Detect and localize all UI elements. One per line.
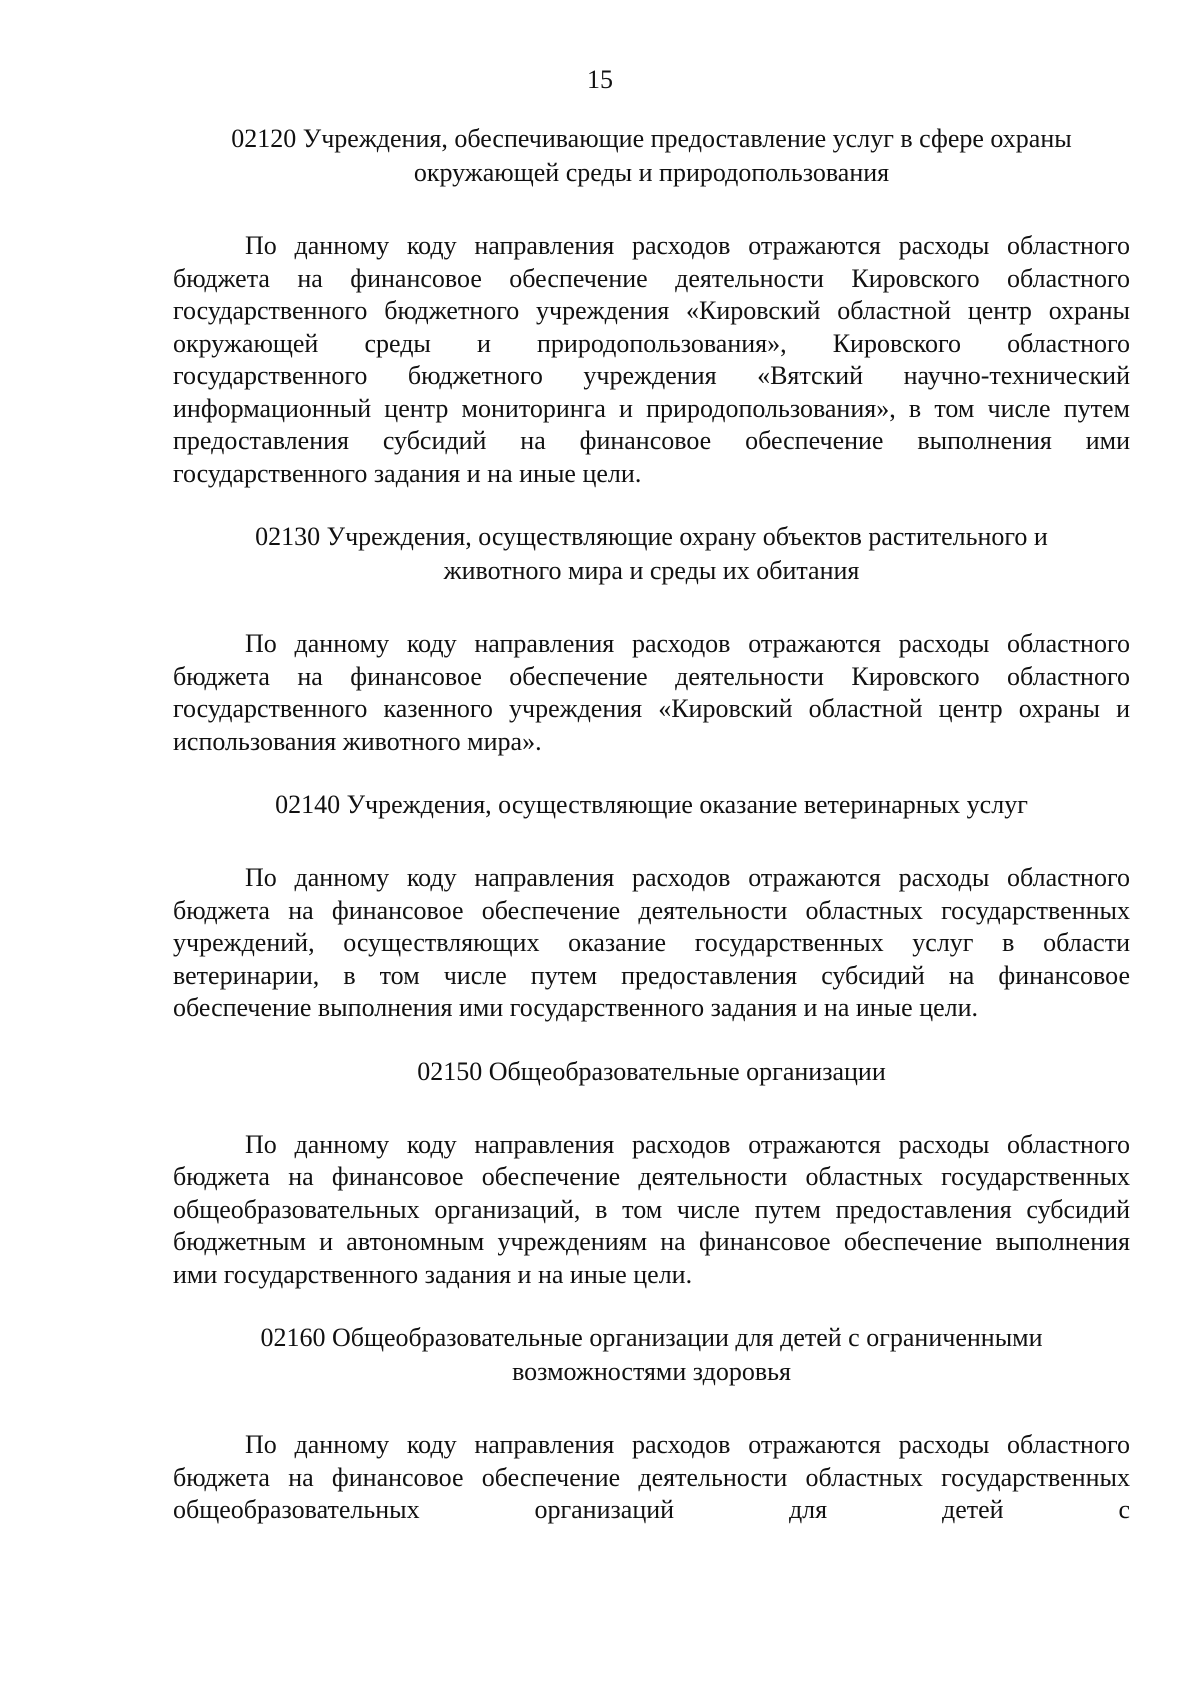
- section-text-02150: По данному коду направления расходов отражаются расходы областного бюджета на финансовое обеспечение деятельности областных государственных общеобразовательных организаций, в том числе путем предоставления субсидий бюджетным и автономным учреждениям на финансовое обеспечение выполнения ими государственного задания и на иные цели.: [173, 1129, 1130, 1289]
- section-heading-02130: [173, 520, 1130, 588]
- section-heading-02140: [173, 788, 1130, 822]
- section-heading-line: 02150 Общеобразовательные организации: [417, 1056, 886, 1086]
- section-text-02130: По данному коду направления расходов отражаются расходы областного бюджета на финансовое обеспечение деятельности Кировского областного государственного казенного учреждения «Кировский областной центр охраны и использования животного мира».: [173, 629, 1130, 756]
- section-heading-line: 02120 Учреждения, обеспечивающие предоставление услуг в сфере охраны: [231, 124, 1072, 153]
- section-heading-line: 02140 Учреждения, осуществляющие оказание ветеринарных услуг: [275, 790, 1028, 819]
- section-text-02120: По данному коду направления расходов отражаются расходы областного бюджета на финансовое обеспечение деятельности Кировского областного государственного бюджетного учреждения «Кировский областной центр охраны окружающей среды и природопользования», Кировского областного государственного бюджетного учреждения «Вятский научно-технический информационный центр мониторинга и природопользования», в том числе путем предоставления субсидий на финансовое обеспечение выполнения ими государственного задания и на иные цели.: [173, 231, 1130, 488]
- section-heading-line: 02130 Учреждения, осуществляющие охрану объектов растительного и: [255, 522, 1048, 551]
- page-number: 15: [587, 65, 613, 94]
- section-heading-line: животного мира и среды их обитания: [443, 556, 860, 585]
- section-heading-line: окружающей среды и природопользования: [413, 158, 890, 187]
- section-text-02160: По данному коду направления расходов отражаются расходы областного бюджета на финансовое обеспечение деятельности областных государственных общеобразовательных организаций для детей с: [173, 1430, 1130, 1524]
- section-text-02140: По данному коду направления расходов отражаются расходы областного бюджета на финансовое обеспечение деятельности областных государственных учреждений, осуществляющих оказание государственных услуг в области ветеринарии, в том числе путем предоставления субсидий на финансовое обеспечение выполнения ими государственного задания и на иные цели.: [173, 863, 1130, 1022]
- document-body: [173, 122, 1130, 1527]
- section-heading-line: возможностями здоровья: [512, 1357, 791, 1386]
- section-heading-02160: [173, 1321, 1130, 1389]
- section-heading-line: 02160 Общеобразовательные организации для детей с ограниченными: [260, 1323, 1043, 1352]
- section-heading-02150: [173, 1055, 1130, 1089]
- section-heading-02120: [173, 122, 1130, 190]
